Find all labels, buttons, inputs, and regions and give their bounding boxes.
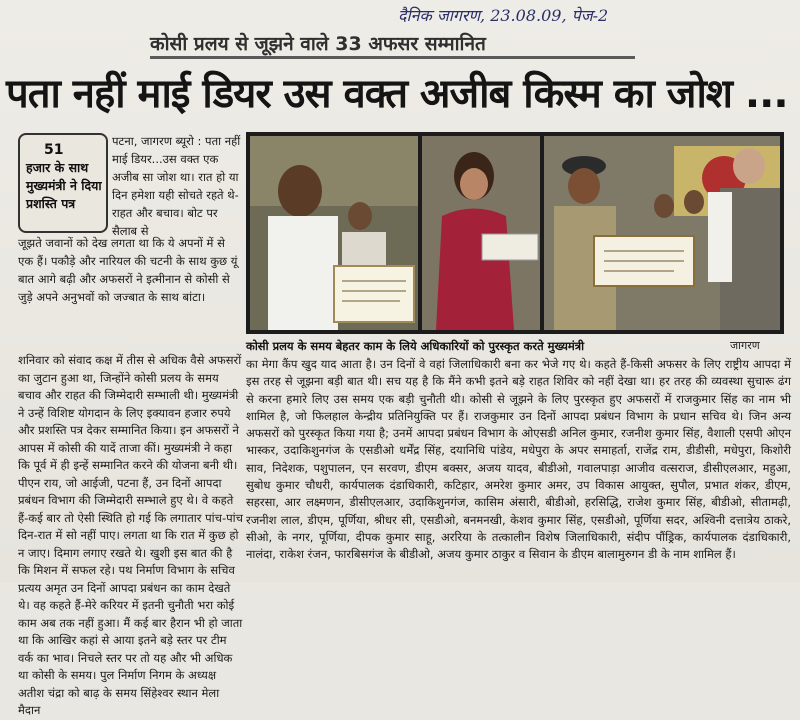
- photo-chief-minister-award: [544, 136, 780, 330]
- highlight-number: 51: [44, 142, 64, 158]
- photo-officer-certificate: [250, 136, 418, 330]
- handwritten-date-note: दैनिक जागरण, 23.08.09, पेज-2: [398, 6, 609, 25]
- photo-credit: जागरण: [730, 339, 760, 352]
- photo-caption: कोसी प्रलय के समय बेहतर काम के लिये अधिकारियों को पुरस्कृत करते मुख्यमंत्री: [246, 339, 585, 353]
- highlight-box: [18, 133, 108, 233]
- highlight-text: हजार के साथ मुख्यमंत्री ने दिया प्रशस्ति पत्र: [26, 160, 102, 211]
- left-column-paragraph-2: शनिवार को संवाद कक्ष में तीस से अधिक वैसे अफसरों का जुटान हुआ था, जिन्होंने कोसी प्रलय के समय बचाव और राहत की जिम्मेदारी सम्भाली थी। मुख्यमंत्री ने उन्हें विशिष्ट योगदान के लिए इक्यावन हजार रुपये और प्रशस्ति पत्र देकर सम्मानित किया। इन अफसरों ने आपस में कोसी की यादें ताजा कीं। मुख्यमंत्री ने कहा कि पूर्व में ही इन्हें सम्मानित करने की योजना बनी थी। पीएन राय, जो आईजी, पटना हैं, उन दिनों आपदा प्रबंधन विभाग की जिम्मेदारी सम्भाले हुए थे। वे कहते हैं-कई बार तो ऐसी स्थिति हो गई कि लगातार पांच-पांच दिन-रात में सो नहीं पाए। लगता था कि रात में कुछ हो न जाए। दिमाग लगाए रखते थे। खुशी इस बात की है कि मिशन में सफल रहे। पथ निर्माण विभाग के सचिव प्रत्यय अमृत उन दिनों आपदा प्रबंधन का काम देखते थे। वह कहते हैं-मेरे करियर में इतनी चुनौती भरा कोई काम अब तक नहीं हुआ। मैं कई बार हैरान भी हो जाता था कि आखिर कहां से आया इतने बड़े स्तर पर टीम वर्क का भाव। निचले स्तर पर तो यह और भी अधिक था कोसी के समय। पुल निर्माण निगम के अध्यक्ष अतीश चंद्रा को बाढ़ के समय सिंहेश्वर स्थान मेला मैदान: [18, 353, 243, 717]
- headline: पता नहीं माई डियर उस वक्त अजीब किस्म का जोश ...: [6, 71, 788, 117]
- photo-woman-officer: [422, 136, 540, 330]
- subheadline-underline: [150, 56, 635, 59]
- left-column-paragraph-1: जूझते जवानों को देख लगता था कि ये अपनों में से एक हैं। पकौड़े और नारियल की चटनी के साथ कुछ यूं बात आगे बढ़ी और अफसरों ने इत्मीनान से कोसी से जुड़े अपने अनुभवों को जज्बात के साथ बांटा।: [18, 236, 238, 304]
- subheadline: कोसी प्रलय से जूझने वाले 33 अफसर सम्मानित: [150, 33, 486, 55]
- lead-paragraph: पटना, जागरण ब्यूरो : पता नहीं माई डियर...उस वक्त एक अजीब सा जोश था। रात हो या दिन हमेशा यही सोचते रहते थे-राहत और बचाव। बोट पर सैलाब से: [112, 134, 241, 238]
- photo-strip: [246, 132, 784, 334]
- main-body-text: का मेगा कैंप खुद याद आता है। उन दिनों वे वहां जिलाधिकारी बना कर भेजे गए थे। कहते हैं-किसी अफसर के लिए राष्ट्रीय आपदा में इस तरह से जूझना बड़ी बात थी। सच यह है कि मैंने कभी इतने बड़े राहत शिविर को नहीं देखा था। हर तरह की व्यवस्था सुचारू ढंग से करना हमारे लिए उस समय एक बड़ी चुनौती थी। कोसी से जूझने के लिए पुरस्कृत हुए अफसरों में राजकुमार सिंह का नाम भी शामिल है, जो फिलहाल केन्द्रीय प्रतिनियुक्ति पर हैं। राजकुमार उन दिनों आपदा प्रबंधन विभाग के प्रधान सचिव थे। जिन अन्य अफसरों को पुरस्कृत किया गया है; उनमें आपदा प्रबंधन विभाग के ओएसडी अनिल कुमार, रजनीश कुमार सिंह, वैशाली एसपी ओएन भास्कर, उदाकिशुनगंज के एसडीओ धर्मेंद्र सिंह, दयानिधि पांडेय, मधेपुरा के अपर समाहर्ता, राजेंद्र राम, डीडीसी, मधेपुरा, किशोरी साव, निदेशक, पशुपालन, एन सरवण, डीएम बक्सर, अजय यादव, बीडीओ, गवालपाड़ा आजीव वत्सराज, डीसीएलआर, महुआ, सुबोध कुमार चौधरी, कार्यपालक दंडाधिकारी, कटिहार, अमरेश कुमार अमर, उप विकास आयुक्त, सुपौल, प्रभात शंकर, डीएम, सहरसा, आर लक्ष्मणन, डीसीएलआर, उदाकिशुनगंज, कासिम अंसारी, बीडीओ, हरसिद्धि, राजेश कुमार सिंह, बीडीओ, सीतामढ़ी, रजनीश लाल, डीएम, पूर्णिया, श्रीधर सी, एसडीओ, बनमनखी, केशव कुमार सिंह, एसडीओ, पूर्णिया सदर, अश्विनी दत्तात्रेय ठाकरे, सीओ, के नगर, पूर्णिया, दीपक कुमार साहू, अररिया के तत्कालीन विशेष जिलाधिकारी, संदीप पौंड्रिक, कार्यपालक दंडाधिकारी, नालंदा, राकेश रंजन, फारबिसगंज के बीडीओ, अजय कुमार ठाकुर व सिवान के डीएम बालामुरुगन डी के नाम शामिल हैं।: [246, 357, 791, 562]
